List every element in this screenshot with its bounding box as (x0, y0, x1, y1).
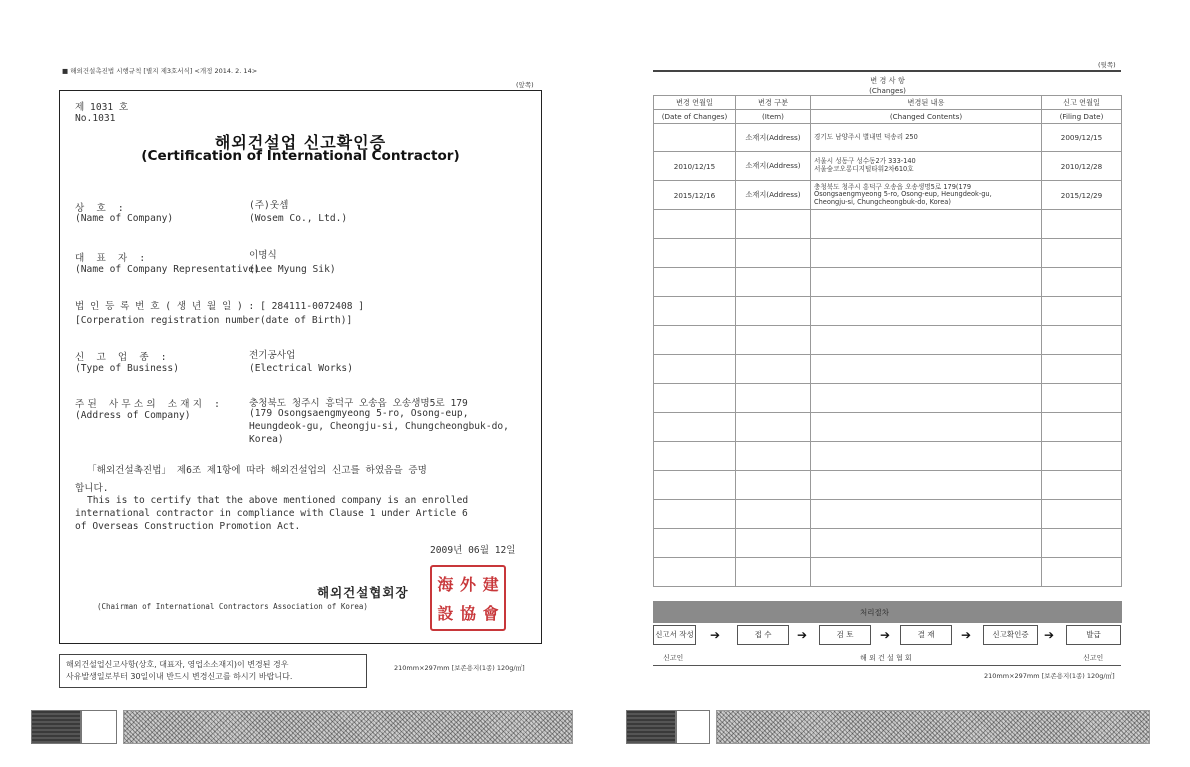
company-name-value-en: (Wosem Co., Ltd.) (249, 213, 348, 224)
empty-cell (1042, 529, 1122, 558)
certificate-number-ko: 제 1031 호 (75, 102, 129, 113)
certificate-number-en: No.1031 (75, 113, 116, 124)
change-date: 2015/12/16 (654, 181, 736, 210)
change-notice-line: 해외건설업신고사항(상호, 대표자, 영업소소재지)이 변경된 경우 (66, 660, 289, 669)
empty-cell (1042, 210, 1122, 239)
procedure-step-certificate: 신고확인증 (983, 625, 1038, 645)
empty-table-row (654, 210, 1122, 239)
empty-cell (811, 355, 1042, 384)
change-content (811, 152, 1042, 181)
seal-character: 協 (459, 604, 476, 623)
empty-cell (1042, 442, 1122, 471)
empty-table-row (654, 529, 1122, 558)
arrow-right-icon: ➔ (961, 628, 972, 642)
issuer-title-ko: 해외건설협회장 (317, 585, 409, 600)
header-item-ko: 변경 구분 (736, 96, 811, 110)
empty-cell (811, 529, 1042, 558)
company-name-label-ko: 상 호 : (75, 203, 127, 214)
changes-section-title: 변 경 사 항 (870, 75, 905, 85)
procedure-bottom-rule (653, 665, 1121, 666)
arrow-right-icon: ➔ (880, 628, 891, 642)
back-side-tag: (뒷쪽) (1098, 61, 1116, 69)
empty-cell (654, 442, 736, 471)
address-value-line: (179 Osongsaengmyeong 5-ro, Osong-eup, (249, 408, 469, 419)
empty-cell (811, 326, 1042, 355)
empty-cell (736, 297, 811, 326)
seal-character: 設 (437, 604, 454, 623)
change-content-line: Cheongju-si, Chungcheongbuk-do, Korea) (814, 197, 951, 206)
empty-cell (1042, 384, 1122, 413)
empty-cell (736, 558, 811, 587)
change-content (811, 181, 1042, 210)
empty-cell (811, 471, 1042, 500)
empty-table-row (654, 500, 1122, 529)
business-type-label-ko: 신 고 업 종 : (75, 352, 170, 363)
empty-cell (654, 297, 736, 326)
official-seal-stamp (430, 565, 506, 631)
header-contents-ko: 변경된 내용 (811, 96, 1042, 110)
address-value-line: 충청북도 청주시 흥덕구 오송읍 오송생명5로 179 (249, 398, 468, 409)
empty-rows-group (654, 210, 1122, 587)
empty-cell (1042, 471, 1122, 500)
changes-table (653, 75, 1122, 587)
empty-cell (736, 384, 811, 413)
empty-table-row (654, 355, 1122, 384)
change-notice-line: 사유발생일로부터 30일이내 반드시 변경신고를 하시기 바랍니다. (66, 672, 293, 681)
procedure-step-review: 검 토 (819, 625, 871, 645)
empty-cell (654, 355, 736, 384)
empty-cell (736, 326, 811, 355)
empty-table-row (654, 558, 1122, 587)
change-date (654, 124, 736, 152)
change-item: 소재지(Address) (736, 181, 811, 210)
issue-date: 2009년 06월 12일 (430, 545, 516, 556)
scan-noise-strip (123, 710, 573, 744)
procedure-actor-left: 신고인 (663, 654, 684, 662)
paper-spec-left: 210mm×297mm [보존용지(1종) 120g/㎡] (394, 664, 525, 672)
empty-cell (736, 355, 811, 384)
empty-cell (736, 529, 811, 558)
empty-cell (654, 268, 736, 297)
paper-spec-right: 210mm×297mm [보존용지(1종) 120g/㎡] (984, 672, 1115, 680)
corp-registration-label-en: [Corperation registration number(date of Birth)] (75, 315, 353, 326)
empty-cell (654, 413, 736, 442)
certify-statement-ko: 「해외건설촉진법」 제6조 제1항에 따라 해외건설업의 신고를 하였음을 증명 (87, 465, 427, 476)
empty-cell (1042, 500, 1122, 529)
company-name-label-en: (Name of Company) (75, 213, 174, 224)
header-filing-en: (Filing Date) (1042, 110, 1122, 124)
scan-white-patch (676, 710, 710, 744)
empty-cell (654, 471, 736, 500)
empty-cell (1042, 239, 1122, 268)
empty-cell (811, 210, 1042, 239)
change-content-line: 서울숲코오롱디지털타워2차610호 (814, 165, 914, 173)
changes-section-title-en: (Changes) (869, 86, 906, 95)
certify-statement-en: of Overseas Construction Promotion Act. (75, 521, 301, 532)
corp-registration-line: 법 인 등 록 번 호 ( 생 년 월 일 ) : [ 284111-0072408 ] (75, 301, 365, 312)
filing-date: 2009/12/15 (1042, 124, 1122, 152)
procedure-title: 처리절차 (860, 608, 889, 617)
representative-label-ko: 대 표 자 : (75, 253, 149, 264)
arrow-right-icon: ➔ (710, 628, 721, 642)
change-content (811, 124, 1042, 152)
procedure-step-write-report: 신고서 작성 (653, 625, 696, 645)
table-row (654, 124, 1122, 152)
procedure-step-issue: 발급 (1066, 625, 1121, 645)
top-rule (653, 70, 1121, 72)
empty-cell (811, 268, 1042, 297)
empty-cell (654, 384, 736, 413)
header-item-en: (Item) (736, 110, 811, 124)
seal-character: 會 (482, 604, 499, 623)
header-date-en: (Date of Changes) (654, 110, 736, 124)
representative-label-en: (Name of Company Representative) (75, 264, 260, 275)
front-side-tag: (앞쪽) (516, 81, 534, 89)
empty-cell (1042, 558, 1122, 587)
empty-cell (1042, 413, 1122, 442)
empty-cell (1042, 355, 1122, 384)
issuer-title-en: (Chairman of International Contractors Association of Korea) (97, 602, 368, 611)
address-value-line: Korea) (249, 434, 284, 445)
change-content-line: 경기도 남양주시 별내면 덕송리 250 (814, 132, 918, 141)
empty-cell (1042, 268, 1122, 297)
seal-character: 建 (482, 575, 499, 594)
empty-table-row (654, 297, 1122, 326)
empty-cell (654, 326, 736, 355)
representative-value-en: (Lee Myung Sik) (249, 264, 336, 275)
certify-statement-en: This is to certify that the above mentioned company is an enrolled (87, 495, 469, 506)
empty-cell (736, 210, 811, 239)
empty-table-row (654, 471, 1122, 500)
certify-statement-en: international contractor in compliance with Clause 1 under Article 6 (75, 508, 468, 519)
empty-cell (736, 413, 811, 442)
scan-white-patch (81, 710, 117, 744)
empty-cell (1042, 297, 1122, 326)
change-item: 소재지(Address) (736, 152, 811, 181)
business-type-value-ko: 전기공사업 (249, 350, 296, 361)
filing-date: 2010/12/28 (1042, 152, 1122, 181)
procedure-actor-right: 신고인 (1083, 654, 1104, 662)
empty-table-row (654, 326, 1122, 355)
certify-statement-ko: 합니다. (75, 483, 109, 494)
representative-value-ko: 이명식 (249, 250, 277, 261)
seal-character: 海 (437, 575, 454, 594)
empty-cell (654, 500, 736, 529)
empty-cell (811, 413, 1042, 442)
address-value-line: Heungdeok-gu, Cheongju-si, Chungcheongbuk-do, (249, 421, 509, 432)
filing-date: 2015/12/29 (1042, 181, 1122, 210)
change-item: 소재지(Address) (736, 124, 811, 152)
header-filing-ko: 신고 연월일 (1042, 96, 1122, 110)
procedure-step-receipt: 접 수 (737, 625, 789, 645)
change-content-line: 충청북도 청주시 흥덕구 오송읍 오송생명5로 179(179 (814, 182, 972, 191)
change-content-line: 서울시 성동구 성수동2가 333-140 (814, 157, 916, 166)
empty-cell (654, 239, 736, 268)
procedure-step-approval: 결 재 (900, 625, 952, 645)
empty-cell (654, 558, 736, 587)
scan-noise-strip (716, 710, 1150, 744)
arrow-right-icon: ➔ (1044, 628, 1055, 642)
table-row (654, 152, 1122, 181)
empty-cell (811, 297, 1042, 326)
empty-cell (654, 529, 736, 558)
table-row (654, 181, 1122, 210)
change-notice-box (59, 654, 367, 688)
empty-cell (811, 500, 1042, 529)
certificate-title-ko: 해외건설업 신고확인증 (214, 133, 387, 152)
form-reference: ■ 해외건설촉진법 시행규칙 [별지 제3호서식] <개정 2014. 2. 14> (62, 67, 258, 75)
empty-cell (811, 384, 1042, 413)
empty-cell (811, 558, 1042, 587)
arrow-right-icon: ➔ (797, 628, 808, 642)
scan-color-patch (31, 710, 81, 744)
header-contents-en: (Changed Contents) (811, 110, 1042, 124)
company-name-value-ko: (주)웃셈 (249, 200, 289, 211)
address-label-en: (Address of Company) (75, 410, 191, 421)
change-content-line: Osongsaengmyeong 5-ro, Osong-eup, Heungdeok-gu, (814, 190, 992, 199)
empty-table-row (654, 239, 1122, 268)
empty-table-row (654, 413, 1122, 442)
empty-cell (654, 210, 736, 239)
scan-color-patch (626, 710, 676, 744)
certificate-title-en: (Certification of International Contractor) (141, 148, 460, 164)
empty-cell (811, 442, 1042, 471)
change-date: 2010/12/15 (654, 152, 736, 181)
procedure-actor-center: 해 외 건 설 협 회 (860, 654, 912, 662)
empty-cell (736, 268, 811, 297)
empty-cell (1042, 326, 1122, 355)
empty-cell (736, 471, 811, 500)
empty-cell (736, 500, 811, 529)
empty-table-row (654, 442, 1122, 471)
empty-cell (736, 442, 811, 471)
empty-table-row (654, 268, 1122, 297)
seal-character: 外 (459, 575, 476, 594)
address-label-ko: 주된 사무소의 소재지 : (75, 399, 224, 410)
header-date-ko: 변경 연월일 (654, 96, 736, 110)
empty-cell (736, 239, 811, 268)
empty-cell (811, 239, 1042, 268)
empty-table-row (654, 384, 1122, 413)
business-type-label-en: (Type of Business) (75, 363, 179, 374)
business-type-value-en: (Electrical Works) (249, 363, 353, 374)
